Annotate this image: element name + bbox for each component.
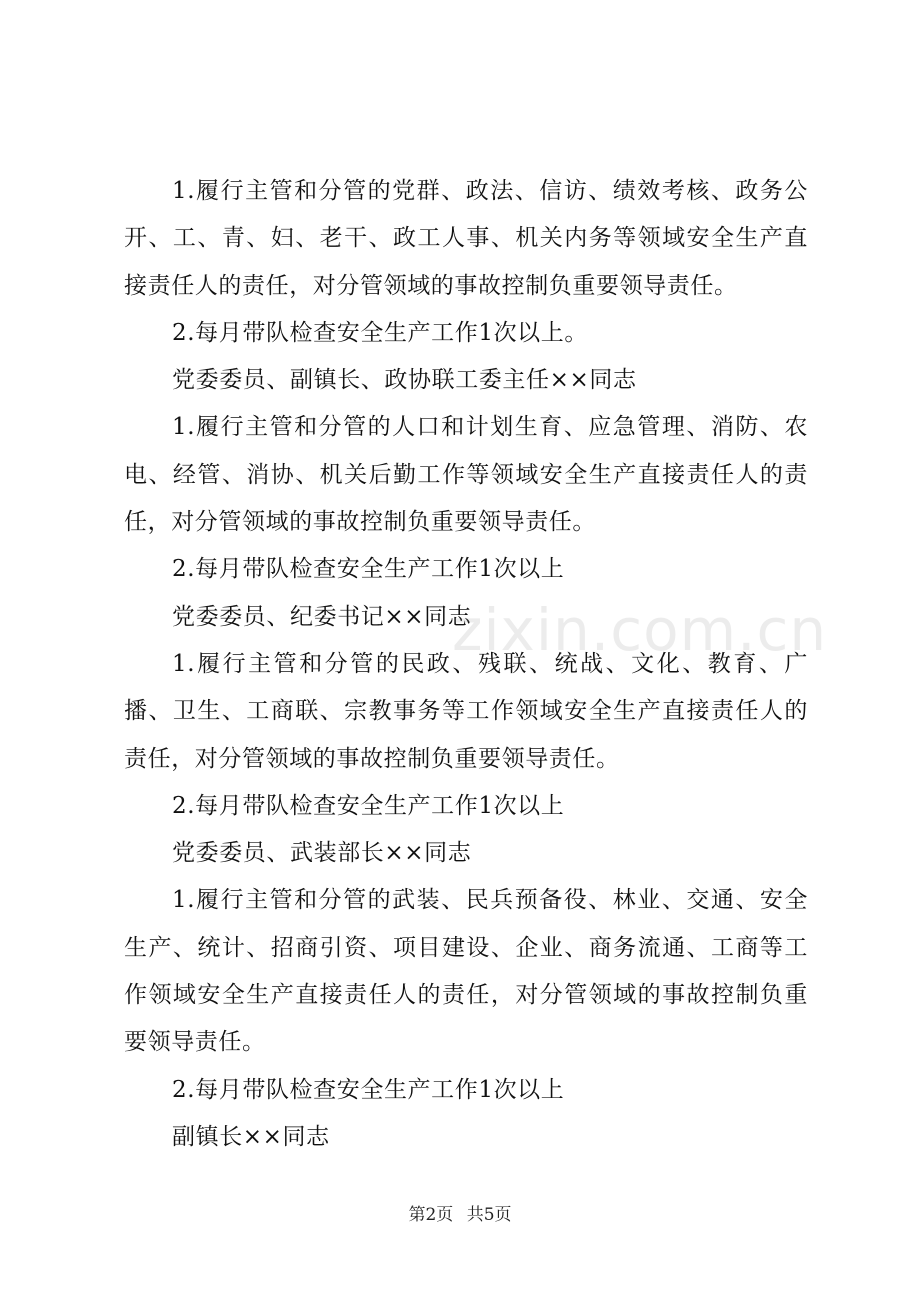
official-heading: 党委委员、副镇长、政协联工委主任××同志 (172, 367, 637, 394)
duty-item: 2.每月带队检查安全生产工作1次以上。 (172, 319, 588, 346)
page-footer (0, 1200, 920, 1225)
duty-item: 1.履行主管和分管的武装、民兵预备役、林业、交通、安全生产、统计、招商引资、项目建设、企业、商务流通、工商等工作领域安全生产直接责任人的责任，对分管领域的事故控制负重要领导责任。 (124, 887, 808, 1056)
official-heading: 党委委员、武装部长××同志 (172, 840, 472, 867)
page-total: 共5页 (466, 1205, 512, 1225)
duty-item: 1.履行主管和分管的党群、政法、信访、绩效考核、政务公开、工、青、妇、老干、政工人事、机关内务等领域安全生产直接责任人的责任，对分管领域的事故控制负重要领导责任。 (124, 178, 808, 299)
official-heading: 党委委员、纪委书记××同志 (172, 603, 472, 630)
page-number: 第2页 (408, 1205, 454, 1225)
document-body (124, 168, 808, 1161)
duty-item: 1.履行主管和分管的人口和计划生育、应急管理、消防、农电、经管、消协、机关后勤工作等领域安全生产直接责任人的责任，对分管领域的事故控制负重要领导责任。 (124, 414, 808, 536)
duty-item: 2.每月带队检查安全生产工作1次以上 (172, 556, 565, 583)
duty-item: 1.履行主管和分管的民政、残联、统战、文化、教育、广播、卫生、工商联、宗教事务等工作领域安全生产直接责任人的责任，对分管领域的事故控制负重要领导责任。 (124, 650, 808, 772)
official-heading: 副镇长××同志 (172, 1123, 330, 1150)
watermark: zixin.com.cn (452, 596, 828, 664)
duty-item: 2.每月带队检查安全生产工作1次以上 (172, 1076, 565, 1103)
duty-item: 2.每月带队检查安全生产工作1次以上 (172, 792, 565, 819)
